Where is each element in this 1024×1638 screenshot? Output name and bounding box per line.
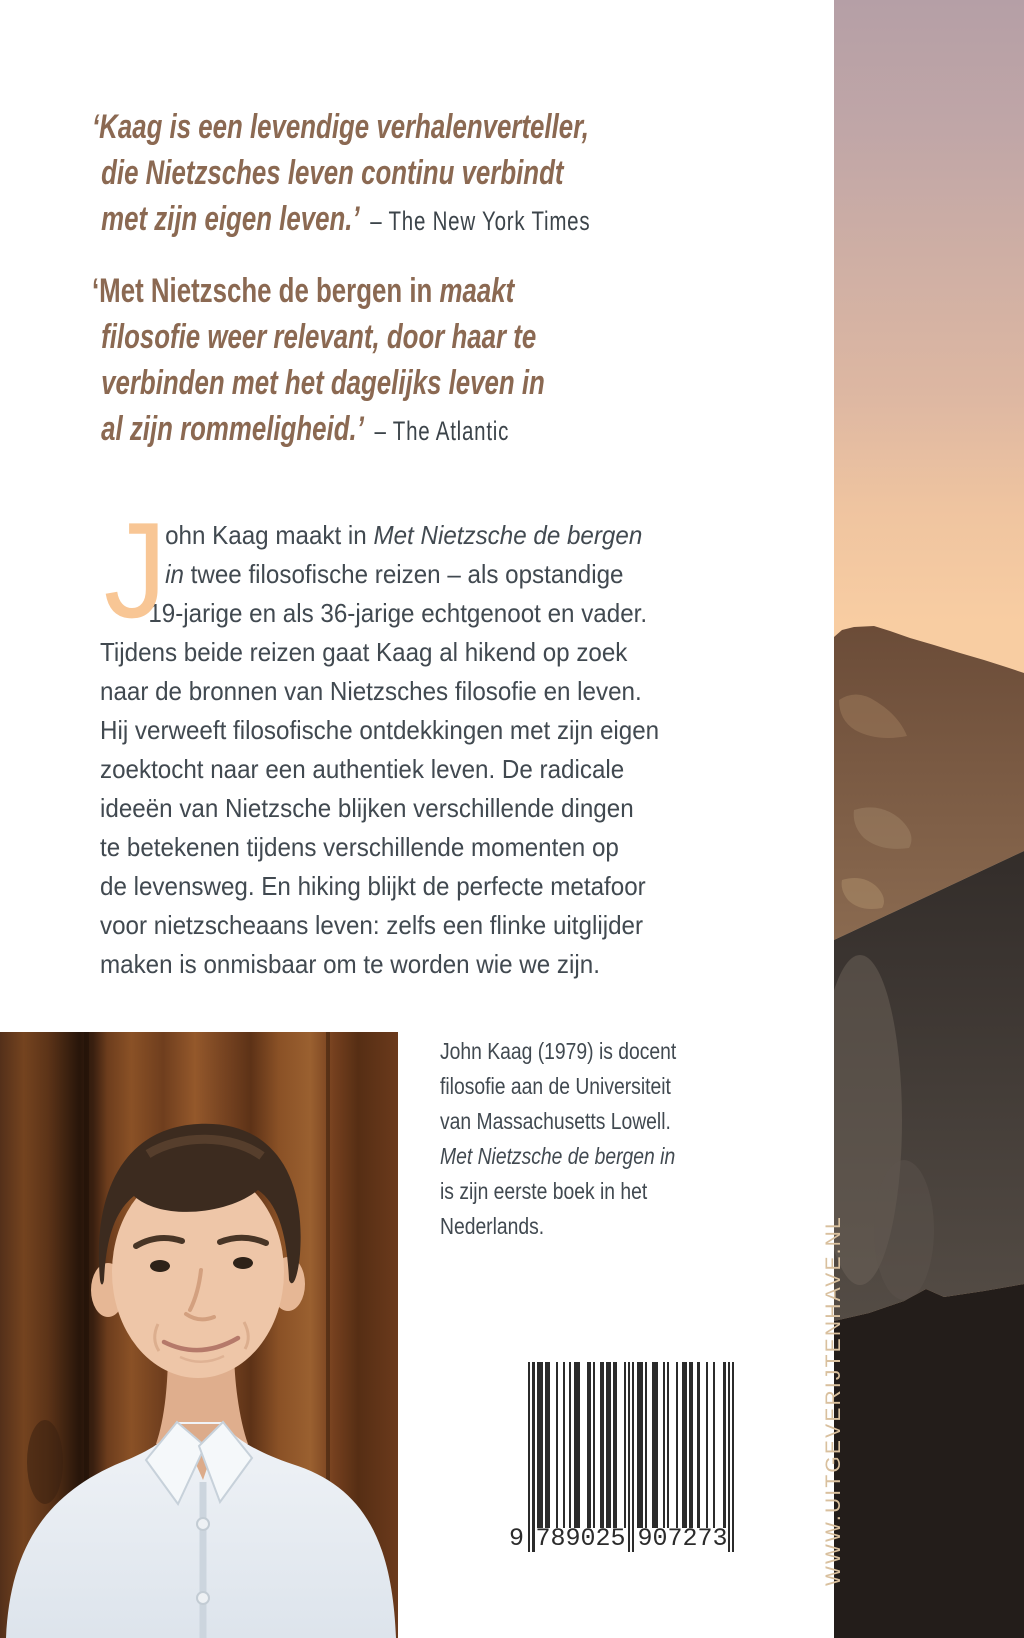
text-segment: ‘Met Nietzsche de bergen in (92, 272, 440, 310)
text-line (92, 314, 685, 360)
barcode-module (732, 1362, 734, 1552)
text-line (92, 268, 685, 314)
text-line (100, 594, 751, 633)
text-segment: Met Nietzsche de bergen (373, 520, 643, 550)
text-segment: ‘Kaag is een levendige verhalenverteller, (92, 108, 589, 146)
press-quote-nyt (92, 104, 685, 244)
text-segment: Nederlands. (440, 1213, 545, 1239)
text-line (100, 867, 751, 906)
text-line (100, 906, 751, 945)
text-line (440, 1139, 726, 1174)
text-segment: al zijn rommeligheid.’ (101, 410, 364, 448)
text-segment: die Nietzsches leven continu verbindt (101, 154, 564, 192)
foreground-silhouette (834, 1284, 1024, 1638)
shirt-button (197, 1592, 209, 1604)
text-line (100, 828, 751, 867)
quote-attribution: – The Atlantic (374, 416, 510, 446)
text-line (92, 196, 685, 244)
dropcap-letter: J (103, 494, 167, 646)
text-line (100, 633, 751, 672)
text-line (100, 945, 751, 984)
press-quote-atlantic (92, 268, 685, 454)
mountain-photo-strip (834, 0, 1024, 1638)
author-eye (150, 1260, 170, 1272)
text-line (100, 750, 751, 789)
text-line (92, 360, 685, 406)
text-line (100, 516, 751, 555)
text-line (92, 104, 685, 150)
text-segment: is zijn eerste boek in het (440, 1178, 648, 1204)
text-segment: maken is onmisbaar om te worden wie we zijn. (100, 949, 600, 979)
text-line (440, 1069, 726, 1104)
text-segment: van Massachusetts Lowell. (440, 1108, 671, 1134)
shirt-button (197, 1518, 209, 1530)
text-segment: Met Nietzsche de bergen in (440, 1143, 676, 1169)
text-segment: naar de bronnen van Nietzsches filosofie en leven. (100, 676, 642, 706)
text-segment: ideeën van Nietzsche blijken verschillende dingen (100, 793, 634, 823)
book-blurb (100, 494, 751, 984)
barcode-digit-group1: 789025 (535, 1524, 626, 1553)
pale-rock-patch (874, 1160, 934, 1300)
text-line (440, 1104, 726, 1139)
text-segment: maakt (439, 272, 515, 310)
text-line (92, 150, 685, 196)
text-line (440, 1174, 726, 1209)
barcode-digit-lead: 9 (508, 1524, 524, 1553)
author-photo (0, 1032, 398, 1638)
text-segment: twee filosofische reizen – als opstandige (183, 559, 624, 589)
wood-knot (27, 1420, 63, 1504)
publisher-website-url: WWW.UITGEVERIJTENHAVE.NL (822, 1215, 845, 1586)
text-line (440, 1034, 726, 1069)
text-segment: verbinden met het dagelijks leven in (101, 364, 545, 402)
text-segment: ohn Kaag maakt in (165, 520, 374, 550)
text-segment: te betekenen tijdens verschillende momenten op (100, 832, 619, 862)
text-line (100, 789, 751, 828)
text-segment: met zijn eigen leven.’ (101, 200, 360, 238)
text-segment: zoektocht naar een authentiek leven. De radicale (100, 754, 625, 784)
author-eye (233, 1257, 253, 1269)
text-segment: 19-jarige en als 36-jarige echtgenoot en vader. (148, 598, 648, 628)
text-segment: John Kaag (1979) is docent (440, 1038, 677, 1064)
text-line (100, 711, 751, 750)
isbn-barcode (508, 1362, 736, 1554)
text-line (100, 555, 751, 594)
quote-attribution: – The New York Times (370, 206, 591, 236)
text-segment: in (165, 559, 184, 589)
author-bio (440, 1034, 726, 1244)
text-line (92, 406, 685, 454)
barcode-digit-group2: 907273 (637, 1524, 728, 1553)
text-line (100, 672, 751, 711)
text-segment: filosofie aan de Universiteit (440, 1073, 671, 1099)
text-segment: Hij verweeft filosofische ontdekkingen met zijn eigen (100, 715, 660, 745)
text-segment: voor nietzscheaans leven: zelfs een flinke uitglijder (100, 910, 644, 940)
text-segment: Tijdens beide reizen gaat Kaag al hikend op zoek (100, 637, 628, 667)
text-line (440, 1209, 726, 1244)
text-segment: de levensweg. En hiking blijkt de perfecte metafoor (100, 871, 646, 901)
text-segment: filosofie weer relevant, door haar te (101, 318, 537, 356)
